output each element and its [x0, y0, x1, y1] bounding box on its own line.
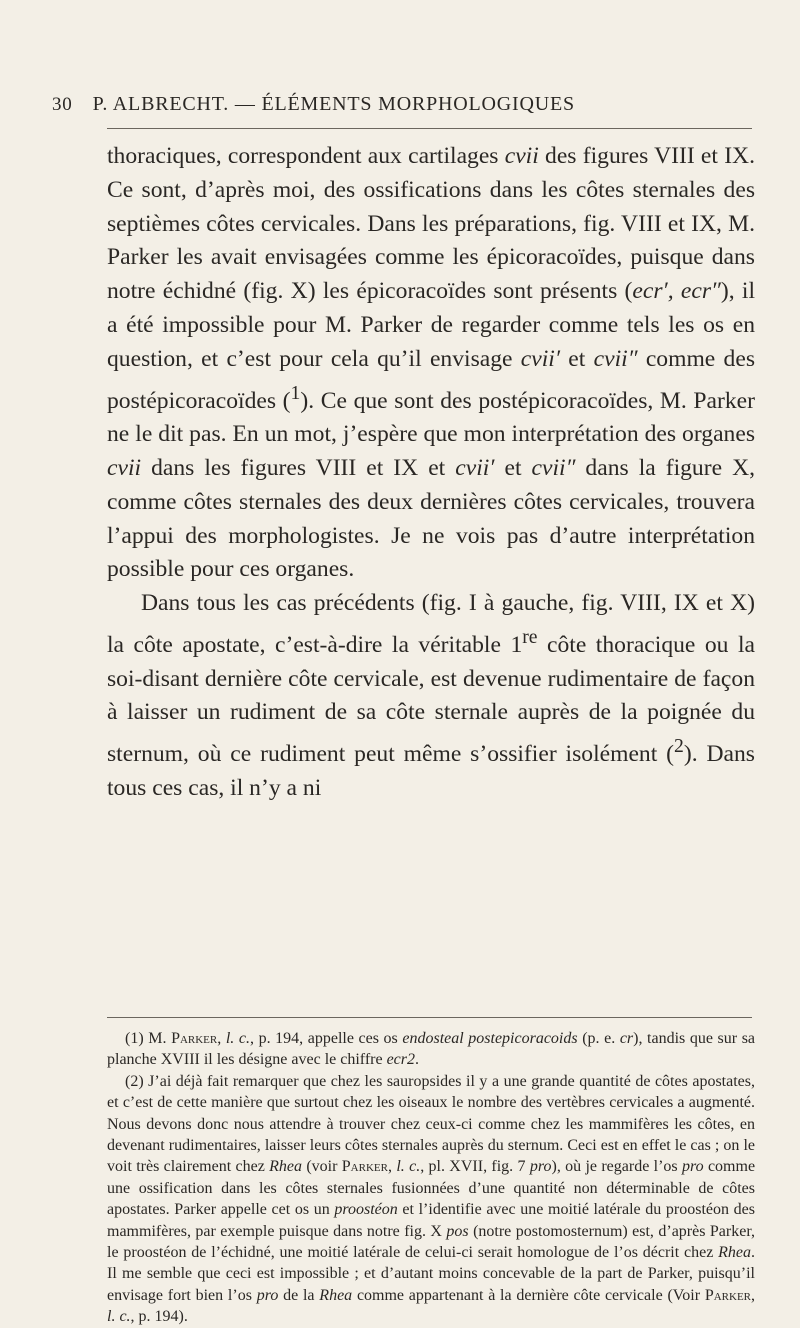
- footnote-ref-1[interactable]: 1: [290, 381, 301, 404]
- footnotes: [107, 1028, 755, 1328]
- footnote-rule: [107, 1017, 752, 1018]
- organ-label: cvii″: [593, 345, 638, 372]
- organ-label: cvii′: [520, 345, 561, 372]
- footnote-ref-2[interactable]: 2: [674, 735, 684, 758]
- paragraph-1: thoraciques, correspondent aux cartilages cvii des figures VIII et IX. Ce sont, d’après moi, des ossifications dans les côtes sternales des septièmes côtes cervicales. Dans les préparations, fig. VIII et IX, M. Parker les avait envisagées comme les épicoracoïdes, puisque dans notre échidné (fig. X) les épicoracoïdes sont présents (ecr′, ecr″), il a été impossible pour M. Parker de regarder comme tels les os en question, et c’est pour cela qu’il envisage cvii′ et cvii″ comme des postépicoracoïdes ($^1$). Ce que sont des postépicoracoïdes, M. Parker ne le dit pas. En un mot, j’espère que mon interprétation des organes cvii dans les figures VIII et IX et cvii′ et cvii″ dans la figure X, comme côtes sternales des deux dernières côtes cervicales, trouvera l’appui des morphologistes. Je ne vois pas d’autre interprétation possible pour ces organes.: [107, 143, 756, 583]
- organ-label: cvii″: [531, 455, 576, 482]
- running-header: [52, 93, 752, 116]
- page-number: 30: [52, 94, 73, 115]
- ordinal-suffix: re: [522, 626, 538, 649]
- organ-label: ecr′, ecr″: [632, 278, 721, 305]
- paragraph-2: Dans tous les cas précédents (fig. I à gauche, fig. VIII, IX et X) la côte apostate, c’est-à-dire la véritable 1re côte thoracique ou la soi-disant dernière côte cervicale, est devenue rudimentaire de façon à laisser un rudiment de sa côte sternale auprès de la poignée du sternum, où ce rudiment peut même s’ossifier isolément ($^2$). Dans tous ces cas, il n’y a ni: [107, 590, 755, 801]
- running-title: P. ALBRECHT. — ÉLÉMENTS MORPHOLOGIQUES: [92, 93, 575, 115]
- header-rule: [107, 128, 752, 129]
- organ-label: cvii: [107, 455, 142, 482]
- main-text: [107, 140, 755, 806]
- footnote-1: (1) M. Parker, l. c., p. 194, appelle ces os endosteal postepicoracoids (p. e. cr), tandis que sur sa planche XVIII il les désigne avec le chiffre ecr2.: [107, 1030, 756, 1069]
- organ-label: cvii′: [455, 455, 495, 482]
- footnote-2: (2) J’ai déjà fait remarquer que chez les sauropsides il y a une grande quantité de côtes apostates, et c’est de cette manière que surtout chez les oiseaux le nombre des vertèbres cervicales a augmenté. Nous devons donc nous attendre à trouver chez ceux-ci comme chez les mammifères les côtes, en devenant rudimentaires, laisser leurs côtes sternales auprès du sternum. Ceci est en effet le cas ; on le voit très clairement chez Rhea (voir Parker, l. c., pl. XVII, fig. 7 pro), où je regarde l’os pro comme une ossification dans les côtes sternales fusionnées d’une quantité non déterminable de côtes apostates. Parker appelle cet os un proostéon et l’identifie avec une moitié latérale du proostéon des mammifères, par exemple puisque dans notre fig. X pos (notre postomosternum) est, d’après Parker, le proostéon de l’échidné, une moitié latérale de celui-ci serait homologue de l’os décrit chez Rhea. Il me semble que ceci est impossible ; et d’autant moins concevable de la part de Parker, puisqu’il envisage fort bien l’os pro de la Rhea comme appartenant à la dernière côte cervicale (Voir Parker, l. c., p. 194).: [107, 1072, 756, 1326]
- organ-label: cvii: [504, 143, 539, 169]
